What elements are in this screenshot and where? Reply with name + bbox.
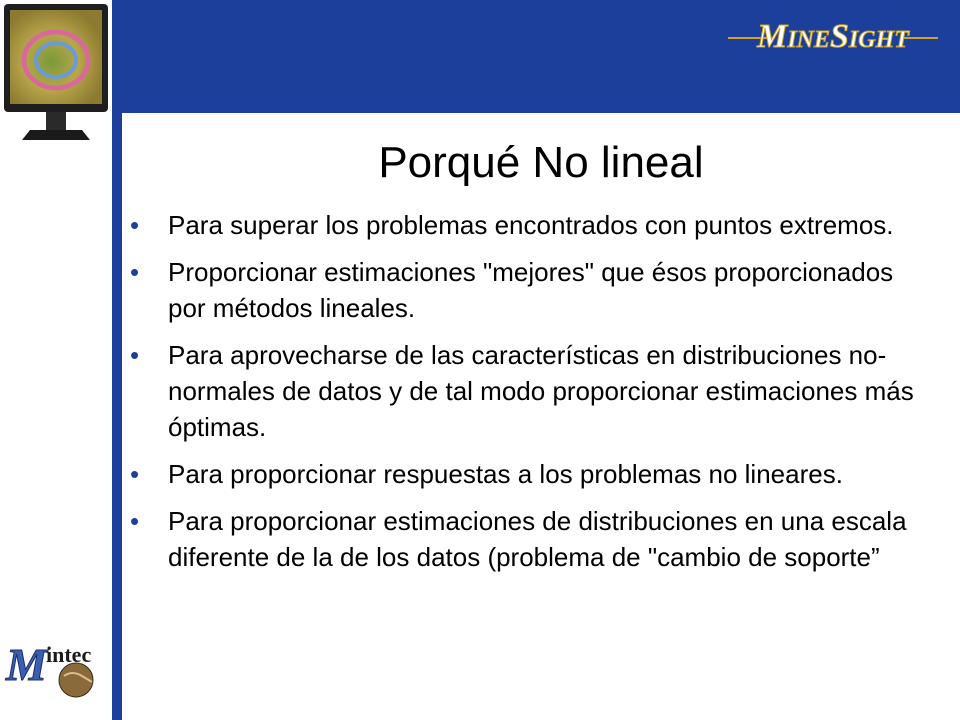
bullet-icon: • [130, 459, 140, 489]
monitor-icon [0, 0, 112, 148]
header-band [112, 0, 960, 113]
bullet-item [128, 207, 928, 243]
slide-title: Porqué No lineal [378, 138, 704, 187]
bullet-icon: • [130, 257, 140, 287]
svg-text:intec: intec [46, 642, 92, 667]
bullet-icon: • [130, 506, 140, 536]
mintec-logo [2, 636, 114, 702]
bullet-item [128, 254, 928, 326]
bullet-text: Para proporcionar estimaciones de distribuciones en una escala diferente de la de los datos (problema de "cambio de soporte” [168, 506, 907, 572]
minesight-logo [728, 12, 938, 58]
svg-text:M: M [6, 639, 47, 690]
svg-text:MINESIGHT: MINESIGHT [757, 18, 909, 55]
bullet-list [128, 207, 928, 586]
bullet-icon: • [130, 340, 140, 370]
bullet-item [128, 456, 928, 492]
bullet-text: Para proporcionar respuestas a los problemas no lineares. [168, 459, 843, 489]
bullet-item [128, 337, 928, 445]
left-rule [112, 0, 122, 720]
bullet-item [128, 503, 928, 575]
bullet-icon: • [130, 210, 140, 240]
bullet-text: Para superar los problemas encontrados con puntos extremos. [168, 210, 894, 240]
bullet-text: Para aprovecharse de las características en distribuciones no-normales de datos y de tal modo proporcionar estimaciones más óptimas. [168, 340, 914, 442]
bullet-text: Proporcionar estimaciones "mejores" que ésos proporcionados por métodos lineales. [168, 257, 894, 323]
